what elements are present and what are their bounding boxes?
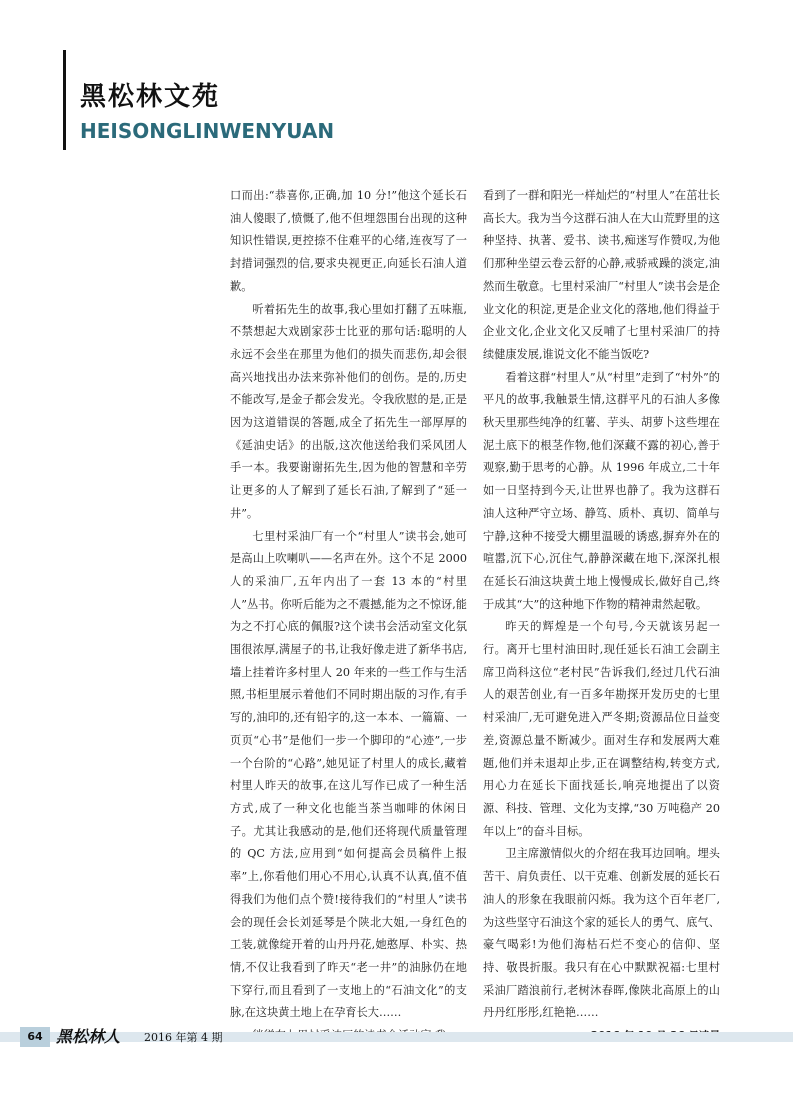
page-footer bbox=[0, 1027, 793, 1047]
article-column-left bbox=[230, 185, 467, 1048]
magazine-logo: 黑松林人 bbox=[56, 1027, 121, 1046]
paragraph: 听着拓先生的故事,我心里如打翻了五味瓶,不禁想起大戏剧家莎士比亚的那句话:聪明的人永远不会坐在那里为他们的损失而悲伤,却会很高兴地找出办法来弥补他们的创伤。是的,历史不能改写,是金子都会发光。令我欣慰的是,正是因为这道错误的答题,成全了拓先生一部厚厚的《延油史话》的出版,这次他送给我们采风团人手一本。我要谢谢拓先生,因为他的智慧和辛劳让更多的人了解到了延长石油,了解到了“延一井”。 bbox=[230, 302, 467, 520]
paragraph: 昨天的辉煌是一个句号,今天就该另起一行。离开七里村油田时,现任延长石油工会副主席卫尚科这位“老村民”告诉我们,经过几代石油人的艰苦创业,有一百多年勘探开发历史的七里村采油厂,无可避免进入严冬期;资源品位日益变差,资源总量不断减少。面对生存和发展两大难题,他们并未退却止步,正在调整结构,转变方式,用心力在延长下面找延长,响亮地提出了以资源、科技、管理、文化为支撑,“30 万吨稳产 20 年以上”的奋斗目标。 bbox=[483, 620, 720, 838]
page-number: 64 bbox=[20, 1027, 50, 1047]
title-accent-bar bbox=[63, 50, 66, 150]
paragraph: 七里村采油厂有一个“村里人”读书会,她可是高山上吹喇叭——名声在外。这个不足 2000 人的采油厂,五年内出了一套 13 本的“村里人”丛书。你听后能为之不震撼,能为之不惊讶,能为之不打心底的佩服?这个读书会活动室文化氛围很浓厚,满屋子的书,让我好像走进了新华书店,墙上挂着许多村里人 20 年来的一些工作与生活照,书柜里展示着他们不同时期出版的习作,有手写的,油印的,还有铅字的,这一本本、一篇篇、一页页“心书”是他们一步一个脚印的“心迹”,一步一个台阶的“心路”,她见证了村里人的成长,藏着村里人昨天的故事,在这儿写作已成了一种生活方式,成了一种文化也能当茶当咖啡的休闲日子。尤其让我感动的是,他们还将现代质量管理的 QC 方法,应用到“如何提高会员稿件上报率”上,你看他们用心不用心,认真不认真,值不值得我们为他们点个赞!接待我们的“村里人”读书会的现任会长刘延琴是个陕北大姐,一身红色的工装,就像绽开着的山丹丹花,她憨厚、朴实、热情,不仅让我看到了昨天“老一井”的油脉仍在地下穿行,而且看到了一支地上的“石油文化”的支脉,在这块黄土地上在孕育长大…… bbox=[230, 529, 467, 1020]
issue-label: 2016 年第 4 期 bbox=[144, 1031, 223, 1044]
paragraph: 口而出:“恭喜你,正确,加 10 分!”他这个延长石油人傻眼了,愤慨了,他不但埋怨围台出现的这种知识性错误,更控捺不住难平的心绪,连夜写了一封措词强烈的信,要求央视更正,向延长石油人道歉。 bbox=[230, 189, 467, 293]
paragraph: 卫主席激情似火的介绍在我耳边回响。埋头苦干、肩负责任、以干克难、创新发展的延长石油人的形象在我眼前闪烁。我为这个百年老厂,为这些坚守石油这个家的延长人的勇气、底气、豪气喝彩!为他们海枯石烂不变心的信仰、坚持、敬畏折服。我只有在心中默默祝福:七里村采油厂踏浪前行,老树沐春晖,像陕北高原上的山丹丹红彤彤,红艳艳…… bbox=[483, 847, 720, 1020]
section-title: 黑松林文苑 bbox=[80, 82, 221, 112]
section-subtitle: HEISONGLINWENYUAN bbox=[80, 119, 335, 143]
paragraph: 看到了一群和阳光一样灿烂的“村里人”在茁壮长高长大。我为当今这群石油人在大山荒野里的这种坚持、执著、爱书、读书,痴迷写作赞叹,为他们那种坐望云卷云舒的心静,戒骄戒躁的淡定,油然而生敬意。七里村采油厂“村里人”读书会是企业文化的积淀,更是企业文化的落地,他们得益于企业文化,企业文化又反哺了七里村采油厂的持续健康发展,谁说文化不能当饭吃? bbox=[483, 189, 720, 361]
paragraph: 看着这群“村里人”从“村里”走到了“村外”的平凡的故事,我触景生情,这群平凡的石油人多像秋天里那些纯净的红薯、芋头、胡萝卜这些埋在泥土底下的根茎作物,他们深藏不露的初心,善于观察,勤于思考的心静。从 1996 年成立,二十年如一日坚持到今天,让世界也静了。我为这群石油人这种严守立场、静笃、质朴、真切、简单与宁静,这种不接受大棚里温暖的诱惑,摒弃外在的喧嚣,沉下心,沉住气,静静深藏在地下,深深扎根在延长石油这块黄土地上慢慢成长,做好自己,终于成其“大”的这种地下作物的精神肃然起敬。 bbox=[483, 370, 720, 611]
article-column-right bbox=[483, 185, 720, 1048]
